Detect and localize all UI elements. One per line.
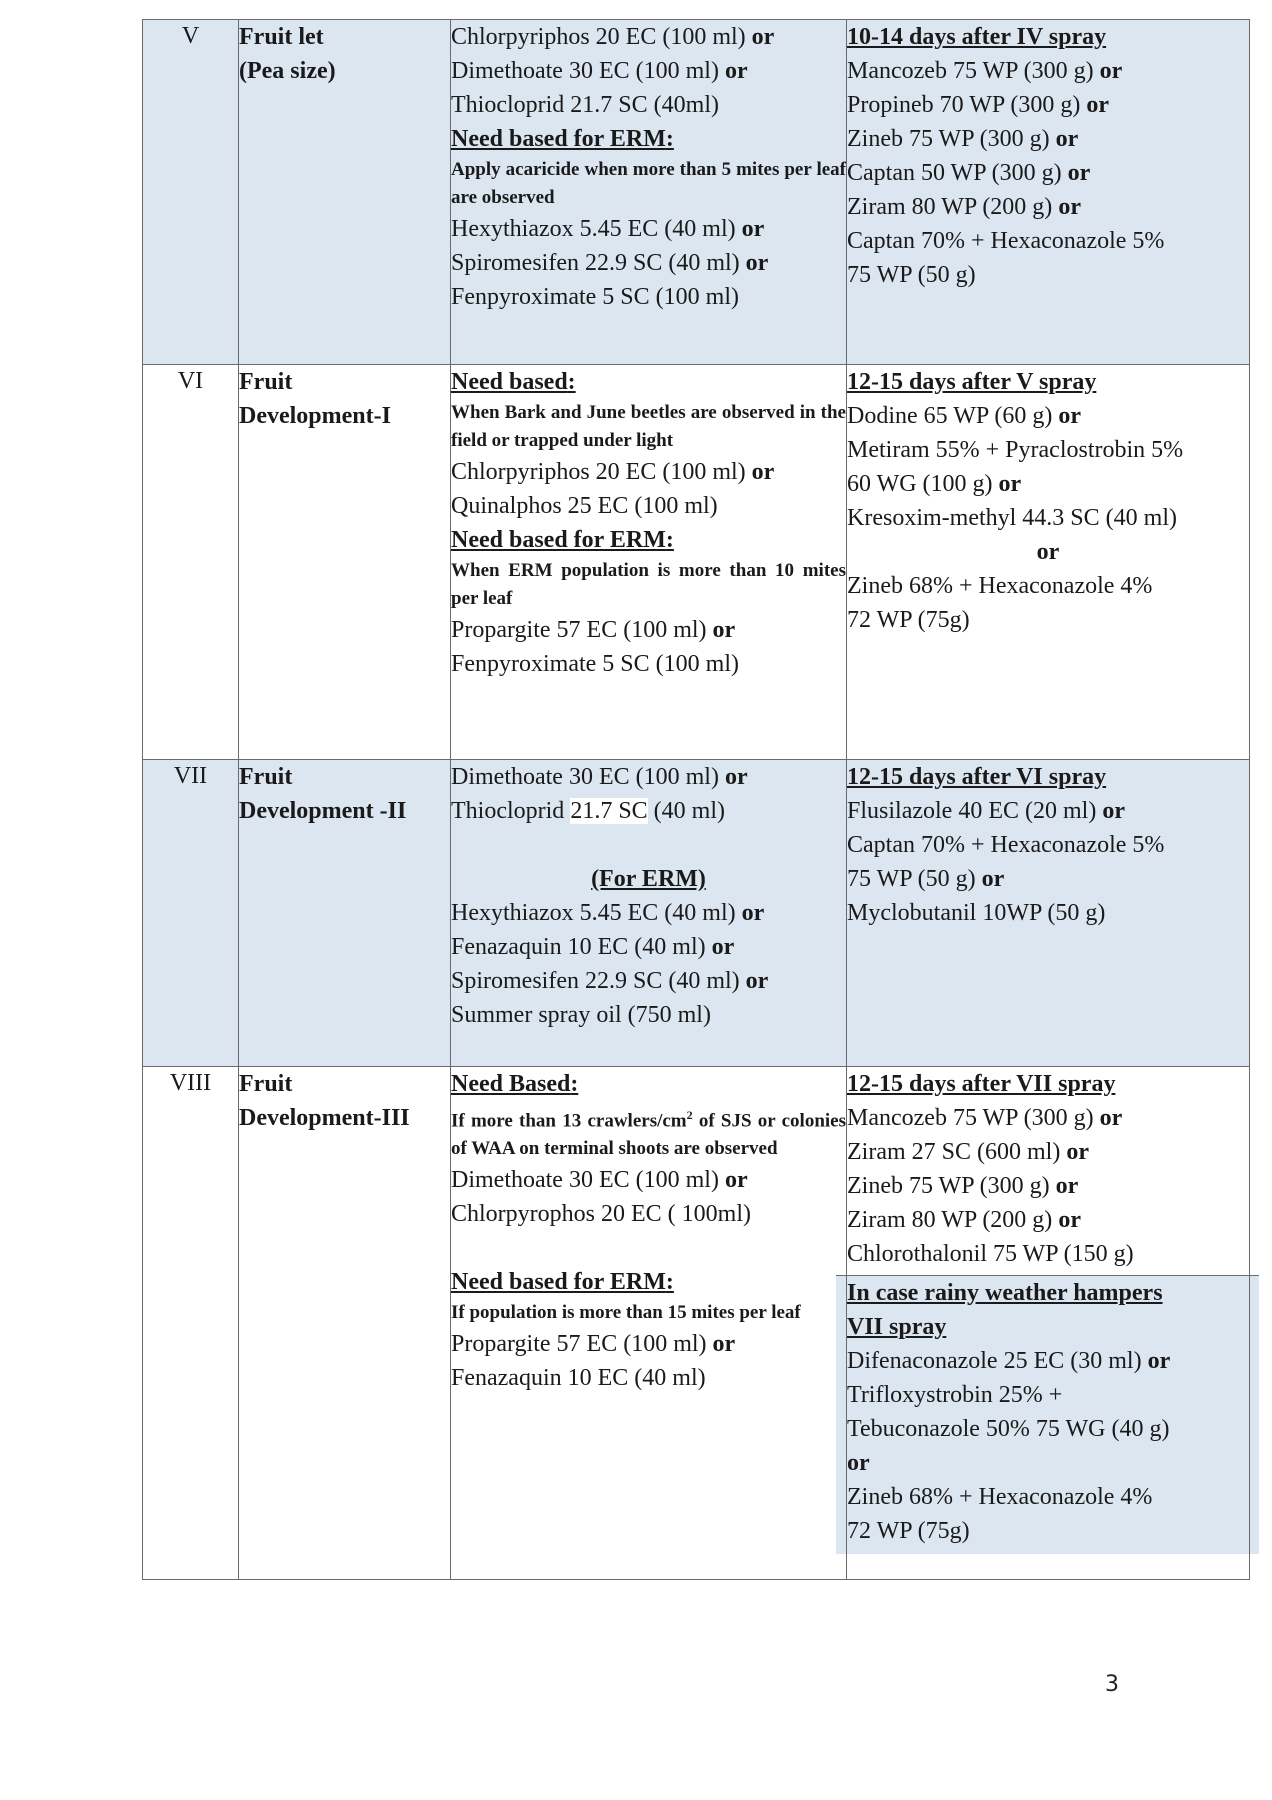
condition-note: If more than 13 crawlers/$cm^2$ of SJS or colonies of WAA on terminal shoots are observed xyxy=(451,1108,847,1160)
table-row xyxy=(143,365,1250,760)
growth-stage: Fruit Development -II xyxy=(239,760,451,1067)
condition-note: Apply acaricide when more than 5 mites per leaf are observed xyxy=(451,159,846,208)
section-heading: Need Based: xyxy=(451,1071,579,1097)
spray-number: VIII xyxy=(143,1067,239,1580)
table-row xyxy=(143,760,1250,1067)
condition-note: If population is more than 15 mites per leaf xyxy=(451,1302,801,1324)
page-number: 3 xyxy=(1105,1672,1119,1697)
fungicide-cell: 12-15 days after V spray Dodine 65 WP (60 g) or Metiram 55% + Pyraclostrobin 5% 60 WG (100 g) or Kresoxim-methyl 44.3 SC (40 ml) or Zineb 68% + Hexaconazole 4% 72 WP (75g) xyxy=(847,365,1250,760)
section-heading: In case rainy weather hampers xyxy=(847,1280,1163,1306)
section-heading: (For ERM) xyxy=(591,866,706,892)
spray-schedule-table xyxy=(142,19,1250,1580)
fungicide-cell: 10-14 days after IV spray Mancozeb 75 WP (300 g) or Propineb 70 WP (300 g) or Zineb 75 WP (300 g) or Captan 50 WP (300 g) or Ziram 80 WP (200 g) or Captan 70% + Hexaconazole 5% 75 WP (50 g) xyxy=(847,20,1250,365)
insecticide-cell: Need Based: If more than 13 crawlers/$cm^2$ of SJS or colonies of WAA on terminal shoots are observed Dimethoate 30 EC (100 ml) or Chlorpyrophos 20 EC ( 100ml) Need based for ERM: If population is more than 15 mites per leaf Propargite 57 EC (100 ml) or Fenazaquin 10 EC (40 ml) xyxy=(451,1067,847,1580)
growth-stage: Fruit Development-III xyxy=(239,1067,451,1580)
growth-stage: Fruit let (Pea size) xyxy=(239,20,451,365)
spray-number: VII xyxy=(143,760,239,1067)
insecticide-cell: Need based: When Bark and June beetles are observed in the field or trapped under light Chlorpyriphos 20 EC (100 ml) or Quinalphos 25 EC (100 ml) Need based for ERM: When ERM population is more than 10 mites per leaf Propargite 57 EC (100 ml) or Fenpyroximate 5 SC (100 ml) xyxy=(451,365,847,760)
section-heading: 12-15 days after V spray xyxy=(847,369,1097,395)
rainy-weather-subsection: In case rainy weather hampers VII spray Difenaconazole 25 EC (30 ml) or Trifloxystrobin 25% + Tebuconazole 50% 75 WG (40 g) or Zineb 68% + Hexaconazole 4% 72 WP (75g) xyxy=(836,1275,1259,1554)
section-heading: Need based for ERM: xyxy=(451,527,674,553)
fungicide-cell: 12-15 days after VII spray Mancozeb 75 WP (300 g) or Ziram 27 SC (600 ml) or Zineb 75 WP (300 g) or Ziram 80 WP (200 g) or Chlorothalonil 75 WP (150 g) In case rainy weather hampers VII spray Difenaconazole 25 EC (30 ml) or Trifloxystrobin 25% + Tebuconazole 50% 75 WG (40 g) or Zineb 68% + Hexaconazole 4% 72 WP (75g) xyxy=(847,1067,1250,1580)
section-heading: 12-15 days after VI spray xyxy=(847,764,1107,790)
table-row xyxy=(143,1067,1250,1580)
table-row xyxy=(143,20,1250,365)
section-heading: Need based for ERM: xyxy=(451,126,674,152)
condition-note: When Bark and June beetles are observed in the field or trapped under light xyxy=(451,402,846,451)
insecticide-cell: Dimethoate 30 EC (100 ml) or Thiocloprid 21.7 SC (40 ml) (For ERM) Hexythiazox 5.45 EC (40 ml) or Fenazaquin 10 EC (40 ml) or Spiromesifen 22.9 SC (40 ml) or Summer spray oil (750 ml) xyxy=(451,760,847,1067)
spray-number: V xyxy=(143,20,239,365)
section-heading: 12-15 days after VII spray xyxy=(847,1071,1116,1097)
insecticide-cell: Chlorpyriphos 20 EC (100 ml) or Dimethoate 30 EC (100 ml) or Thiocloprid 21.7 SC (40ml) Need based for ERM: Apply acaricide when more than 5 mites per leaf are observed Hexythiazox 5.45 EC (40 ml) or Spiromesifen 22.9 SC (40 ml) or Fenpyroximate 5 SC (100 ml) xyxy=(451,20,847,365)
spray-number: VI xyxy=(143,365,239,760)
growth-stage: Fruit Development-I xyxy=(239,365,451,760)
fungicide-cell: 12-15 days after VI spray Flusilazole 40 EC (20 ml) or Captan 70% + Hexaconazole 5% 75 WP (50 g) or Myclobutanil 10WP (50 g) xyxy=(847,760,1250,1067)
section-heading: Need based for ERM: xyxy=(451,1269,674,1296)
section-heading: Need based: xyxy=(451,369,576,395)
section-heading: 10-14 days after IV spray xyxy=(847,24,1107,50)
condition-note: When ERM population is more than 10 mites per leaf xyxy=(451,560,846,609)
